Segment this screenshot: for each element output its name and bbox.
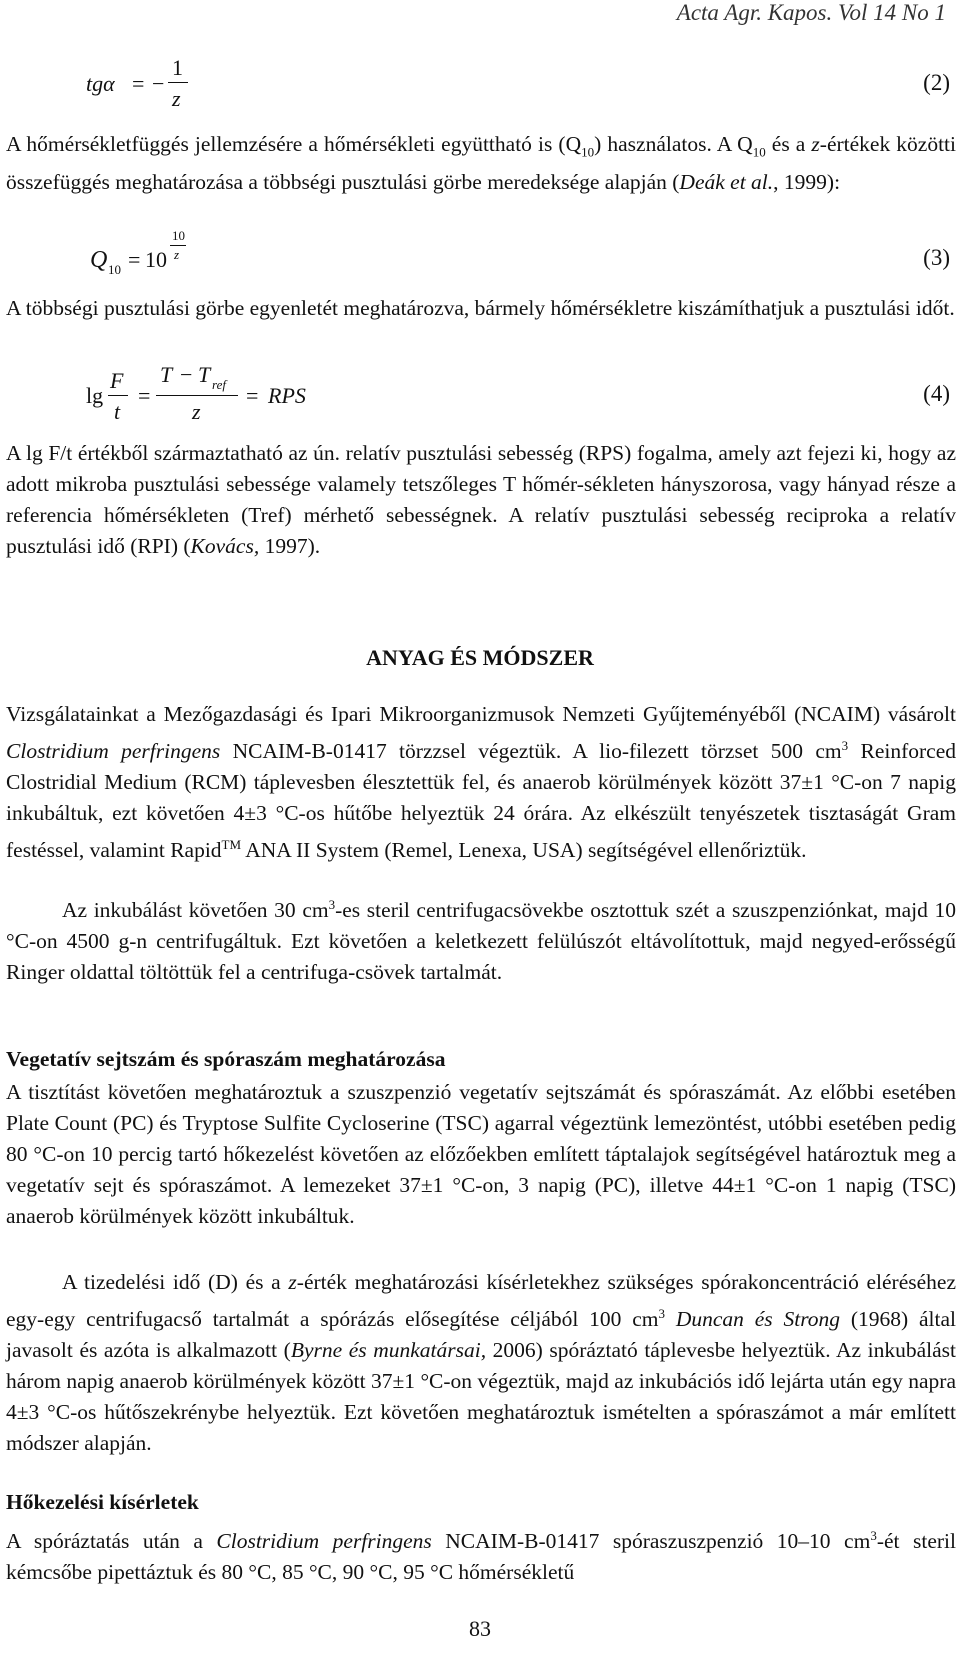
para4-text4: ANA II System (Remel, Lenexa, USA) segítségével ellenőriztük.: [241, 838, 807, 863]
para4-text1: Vizsgálatainkat a Mezőgazdasági és Ipari Mikroorganizmusok Nemzeti Gyűjteményéből (NCAIM) vásárolt: [6, 702, 956, 726]
para7-z: z: [288, 1270, 297, 1294]
eq3-exp-num: 10: [172, 228, 185, 243]
eq2-lhs: tgα: [86, 71, 115, 96]
para8-sup: 3: [870, 1528, 877, 1543]
eq4-equals: =: [138, 383, 151, 408]
para7-text3: [665, 1307, 676, 1331]
eq3-number: (3): [923, 245, 950, 270]
paragraph-4: [6, 699, 956, 866]
para7-text1: A tizedelési idő (D) és a: [62, 1270, 289, 1294]
paragraph-6: A tisztítást követően meghatároztuk a szuszpenzió vegetatív sejtszámát és spóraszámát. Az előbbi esetében Plate Count (PC) és Tryptose Sulfite Cycloserine (TSC) agarral végeztünk lemezöntést, utóbbi esetében pedig 80 °C-on 10 percig tartó hőkezelést követően az előzőekben említett táptalajok segítségével határoztuk meg a vegetatív sejt és spóraszámot. A lemezeket 37±1 °C-on, 3 napig (PC), illetve 44±1 °C-on 1 napig (TSC) anaerob körülmények között inkubáltuk.: [6, 1080, 956, 1228]
para3-text1: A lg F/t értékből származtatható az ún. relatív pusztulási sebesség (RPS) fogalma, amely azt fejezi ki, hogy az adott mikroba pusztulási sebessége valamely tetszőleges T hőmér-sékleten hányszorosa, vagy hányad része a referencia hőmérsékleten (Tref) mérhető sebességnek. A relatív pusztulási sebesség reciproka a relatív pusztulási idő (RPI) (: [6, 441, 956, 558]
paragraph-7: [6, 1267, 956, 1459]
para7-citation-1: Duncan és Strong: [675, 1307, 841, 1332]
para5-text1: Az inkubálást követően 30 cm: [62, 898, 329, 923]
running-header: Acta Agr. Kapos. Vol 14 No 1: [676, 0, 946, 25]
para8-text2: NCAIM-B-01417 spóraszuszpenzió 10–10 cm: [431, 1529, 871, 1554]
eq4-lg: lg: [86, 383, 104, 408]
subheading-2: Hőkezelési kísérletek: [6, 1490, 199, 1514]
paragraph-1: [6, 129, 956, 198]
eq4-minus: −: [180, 362, 193, 387]
para4-tm: TM: [221, 837, 242, 853]
eq2-denominator: z: [172, 86, 181, 111]
para3-text2: 1997).: [259, 534, 321, 558]
eq3-equals: =: [128, 247, 141, 272]
para4-species: Clostridium perfringens: [6, 739, 221, 764]
eq3-base: 10: [145, 247, 167, 272]
para8-text3: -ét steril kémcsőbe pipettáztuk és 80 °C, 85 °C, 90 °C, 95 °C hőmérsékletű: [6, 1529, 956, 1585]
eq4-ref: ref: [212, 377, 226, 392]
para1-text5: , 1999):: [773, 170, 841, 195]
eq4-F: F: [110, 368, 124, 393]
para7-sup: 3: [658, 1306, 666, 1321]
para7-text4: (1968) által javasolt és azóta is alkalmazott (: [6, 1307, 956, 1363]
para7-text5: 2006) spóráztató táplevesbe helyeztük. Az inkubálást három napig anaerob körülmények között 37±1 °C-on végeztük, majd az inkubációs idő lejárta után egy napra 4±3 °C-os hűtőszekrénybe helyeztük. Ezt követően meghatároztuk ismételten a spóraszámot a már említett módszer alapján.: [6, 1338, 957, 1456]
eq3-q: Q: [90, 247, 108, 273]
para1-citation: Deák et al.: [679, 170, 774, 195]
page-number: 83: [469, 1616, 491, 1641]
paragraph-8: [6, 1520, 956, 1588]
eq3-exp-den: z: [174, 247, 180, 262]
eq4-T: T: [160, 362, 173, 387]
para1-z: z: [811, 132, 820, 156]
eq4-fraction-bar-2: [156, 395, 238, 396]
eq2-numerator: 1: [172, 55, 183, 80]
para5-sup: 3: [328, 897, 336, 912]
para1-sub1: 10: [581, 144, 595, 160]
subheading-1: Vegetatív sejtszám és spóraszám meghatározása: [6, 1047, 446, 1071]
para1-sub2: 10: [752, 144, 766, 160]
para4-text3: Reinforced Clostridial Medium (RCM) táplevesben élesztettük fel, és anaerob körülmények között 37±1 °C-on 7 napig inkubáltuk, ezt követően 4±3 °C-os hűtőbe helyeztük 24 órára. Az elkészült tenyészetek tisztaságát Gram festéssel, valamint Rapid: [6, 739, 956, 863]
para7-citation-2: Byrne és munkatársai,: [290, 1338, 487, 1363]
eq2-number: (2): [923, 70, 950, 95]
eq3-sub: 10: [108, 262, 121, 277]
eq4-number: (4): [923, 381, 950, 406]
eq4-rps: RPS: [268, 383, 306, 408]
eq4-fraction-bar-1: [108, 395, 128, 396]
eq4-t: t: [114, 399, 121, 424]
para1-text3: és a: [765, 132, 812, 156]
eq3-exp-bar: [170, 245, 186, 246]
para1-text2: ) használatos. A Q: [594, 132, 753, 156]
eq4-z: z: [192, 399, 201, 424]
eq4-equals-2: =: [246, 383, 259, 408]
para3-citation: Kovács,: [190, 534, 260, 558]
paragraph-2: A többségi pusztulási görbe egyenletét meghatározva, bármely hőmérsékletre kiszámíthatjuk a pusztulási időt.: [6, 296, 955, 320]
eq2-fraction-bar: [168, 82, 188, 83]
eq2-equals: =: [132, 71, 145, 96]
para7-text2: -érték meghatározási kísérletekhez szükséges spórakoncentráció eléréséhez egy-egy centrifugacső tartalmát a spórázás elősegítése céljából 100 cm: [6, 1270, 957, 1332]
para1-text4: -értékek közötti összefüggés meghatározása a többségi pusztulási görbe meredeksége alapján (: [6, 132, 956, 195]
paragraph-3: [6, 438, 956, 562]
para8-text1: A spóráztatás után a: [6, 1529, 217, 1554]
section-heading: ANYAG ÉS MÓDSZER: [366, 645, 594, 670]
para1-text1: A hőmérsékletfüggés jellemzésére a hőmérsékleti együttható is (Q: [6, 132, 582, 156]
paragraph-5: [6, 889, 956, 988]
eq2-minus: −: [152, 71, 165, 96]
para4-sup1: 3: [841, 738, 849, 753]
para5-text2: -es steril centrifugacsövekbe osztottuk szét a szuszpenziónkat, majd 10 °C-on 4500 g-n centrifugáltuk. Ezt követően a keletkezett felülúszót eltávolítottuk, majd negyed-erősségű Ringer oldattal töltöttük fel a centrifuga-csövek tartalmát.: [6, 898, 956, 985]
para4-text2: NCAIM-B-01417 törzzsel végeztük. A lio-filezett törzset 500 cm: [220, 739, 842, 764]
para8-species: Clostridium perfringens: [216, 1529, 432, 1554]
eq4-Tref: T: [198, 362, 211, 387]
